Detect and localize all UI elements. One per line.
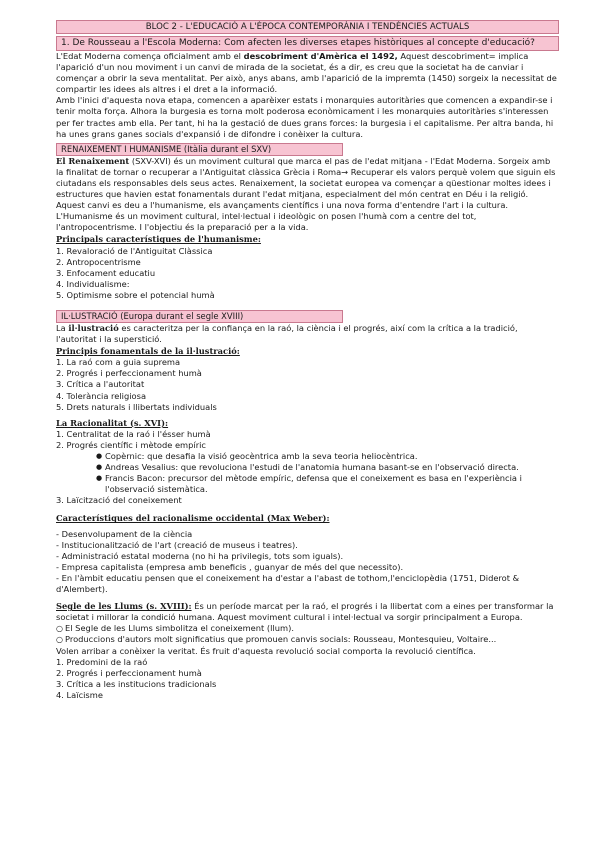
bullet-item: ● Copèrnic: que desafia la visió geocèntrica amb la seva teoria heliocèntrica.: [96, 451, 559, 462]
renaixement-text: (SXV-XVI) és un moviment cultural que marca el pas de l'edat mitjana - l'Edat Moderna. Sorgeix amb la finalitat de tornar o recuperar a l'Antiguitat clàssica Grècia i Roma→ Recuperar els valors perquè volem que siguin els ciutadans els responsables dels seus actes. Renaixement, la societat europea va començar a qüestionar moltes idees i estructures que havien estat fonamentals durant l'edat mitjana, especialment del món centrat en Déu i la religió. Aquest canvi es deu a l'humanisme, els avançaments científics i una nova forma d'entendre l'art i la cultura. L'Humanisme és un moviment cultural, intel·lectual i ideològic on posen l'humà com a centre del tot, l'antropocentrisme. I l'objectiu és la preparació per a la vida.: [56, 155, 556, 233]
circle-item: ○ El Segle de les Llums simbolitza el coneixement (llum).: [56, 623, 559, 634]
racionalitat-list: [56, 429, 559, 451]
circle-item: ○ Produccions d'autors molt significatius que promouen canvis socials: Rousseau, Montesquieu, Voltaire...: [56, 634, 559, 645]
intro-paragraph-1: [56, 51, 559, 95]
list-item: - Empresa capitalista (empresa amb beneficis , guanyar de més del que necessito).: [56, 561, 404, 572]
list-item: - Administració estatal moderna (no hi ha privilegis, tots som iguals).: [56, 550, 344, 561]
bullet-item: ● Francis Bacon: precursor del mètode empíric, defensa que el coneixement es basa en l'experiència i l'observació sistemàtica.: [96, 473, 559, 495]
list-item: 2. Progrés i perfeccionament humà: [56, 368, 202, 379]
humanisme-list: [56, 246, 559, 301]
illustracio-list: [56, 357, 559, 412]
list-item: 1. Centralitat de la raó i l'ésser humà: [56, 428, 211, 439]
section-title-renaixement: RENAIXEMENT I HUMANISME (Itàlia durant el SXV): [56, 143, 343, 156]
list-item: 2. Antropocentrisme: [56, 256, 141, 267]
bullet-item: ● Andreas Vesalius: que revoluciona l'estudi de l'anatomia humana basant-se en l'observació directa.: [96, 462, 559, 473]
list-item: 4. Individualisme:: [56, 278, 130, 289]
list-item: 3. Crítica a l'autoritat: [56, 379, 145, 390]
racionalitat-bullets: [96, 451, 559, 495]
list-item: 1. La raó com a guia suprema: [56, 357, 181, 368]
list-item: - Institucionalització de l'art (creació de museus i teatres).: [56, 539, 298, 550]
list-item: - Desenvolupament de la ciència: [56, 528, 193, 539]
list-item: 2. Progrés i perfeccionament humà: [56, 667, 202, 678]
illustracio-paragraph: [56, 323, 559, 345]
llums-text: És un període marcat per la raó, el progrés i la llibertat com a eines per transformar la societat i millorar la condició humana. Aquest moviment cultural i intel·lectual va sorgir principalment a Europa.: [56, 601, 554, 623]
list-item: 2. Progrés científic i mètode empíric: [56, 439, 206, 450]
question-title: 1. De Rousseau a l'Escola Moderna: Com afecten les diverses etapes històriques al concepte d'educació?: [56, 36, 559, 51]
llums-heading: Segle de les Llums (s. XVIII):: [56, 601, 192, 612]
intro-text-a: L'Edat Moderna comença oficialment amb el: [56, 51, 244, 61]
intro-paragraph-2: Amb l'inici d'aquesta nova etapa, comencen a aparèixer estats i monarquies autoritàries que comencen a expandir-se i tenir molta força. Alhora la burgesia es torna molt poderosa econòmicament i les monarquies autoritàries s'interessen per fer tractes amb ella. Per tant, hi ha la gestació de dues grans forces: la burgesia i el capitalisme. Per altra banda, hi ha unes grans ganes socials d'expansió i de difondre i conèixer la cultura.: [56, 95, 554, 139]
list-item: 3. Crítica a les institucions tradicionals: [56, 678, 217, 689]
racionalitat-item-3: 3. Laïcització del coneixement: [56, 495, 182, 506]
document-page: [56, 20, 559, 701]
list-item: 1. Revaloració de l'Antiguitat Clàssica: [56, 245, 213, 256]
weber-list: [56, 529, 559, 596]
bloc-title: BLOC 2 - L'EDUCACIÓ A L'ÈPOCA CONTEMPORÀNIA I TENDÈNCIES ACTUALS: [56, 20, 559, 34]
section-title-illustracio: IL·LUSTRACIÓ (Europa durant el segle XVIII): [56, 310, 343, 323]
intro-text-b: Aquest descobriment= implica l'aparició d'un nou moviment i un canvi de mirada de la societat, és a dir, es creu que la societat ha de canviar i començar a obrir la seva mentalitat. Per això, anys abans, amb l'aparició de la impremta (1450) sorgeix la necessitat de compartir les idees als altres i el dret a la informació.: [56, 51, 557, 95]
renaixement-bold: El Renaixement: [56, 155, 130, 166]
list-item: 5. Optimisme sobre el potencial humà: [56, 289, 215, 300]
llums-paragraph: [56, 601, 559, 623]
racionalitat-heading: La Racionalitat (s. XVI):: [56, 417, 169, 428]
illustracio-text: es caracteritza per la confiança en la raó, la ciència i el progrés, així com la crítica a la tradició, l'autoritat i la superstició.: [56, 322, 518, 345]
list-item: - En l'àmbit educatiu pensen que el coneixement ha d'estar a l'abast de tothom,l'enciclopèdia (1751, Diderot & d'Alembert).: [56, 572, 520, 595]
humanisme-heading: Principals característiques de l'humanisme:: [56, 234, 261, 245]
list-item: 3. Enfocament educatiu: [56, 267, 156, 278]
illustracio-text-a: La: [56, 322, 69, 333]
list-item: 5. Drets naturals i llibertats individuals: [56, 401, 217, 412]
llums-list: [56, 657, 559, 701]
illustracio-heading: Principis fonamentals de la il·lustració:: [56, 346, 240, 357]
list-item: 1. Predomini de la raó: [56, 656, 148, 667]
list-item: 4. Tolerància religiosa: [56, 390, 147, 401]
illustracio-bold: il·lustració: [68, 322, 119, 333]
llums-paragraph-2: Volen arribar a conèixer la veritat. És fruit d'aquesta revolució social comporta la revolució científica.: [56, 645, 476, 656]
llums-circles: [56, 623, 559, 645]
renaixement-paragraph: [56, 156, 559, 234]
weber-heading: Característiques del racionalisme occidental (Max Weber):: [56, 513, 330, 524]
list-item: 4. Laïcisme: [56, 689, 103, 700]
intro-bold: descobriment d'Amèrica el 1492,: [243, 51, 398, 61]
